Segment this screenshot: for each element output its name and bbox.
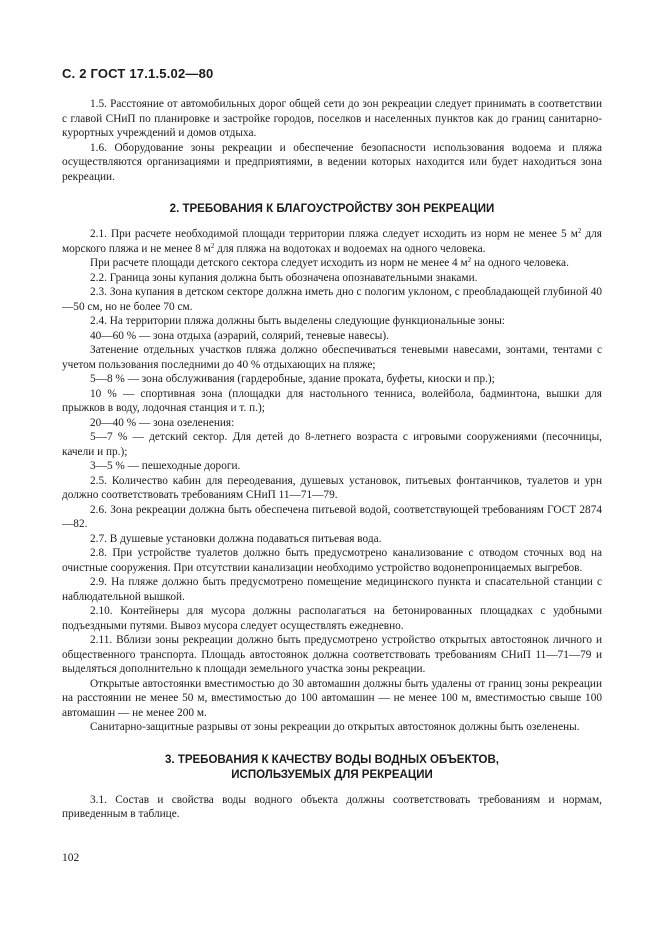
list-item-service-zone: 5—8 % — зона обслуживания (гардеробные, здание проката, буфеты, киоски и пр.); — [90, 373, 495, 385]
paragraph-2-9: 2.9. На пляже должно быть предусмотрено помещение медицинского пункта и спасательной станции с наблюдательной вышкой. — [62, 576, 602, 603]
list-item-children-sector: 5—7 % — детский сектор. Для детей до 8-летнего возраста с игровыми сооружениями (песочницы, качели и пр.); — [62, 431, 602, 458]
paragraph-sanitary-gaps: Санитарно-защитные разрывы от зоны рекреации до открытых автостоянок должны быть озеленены. — [90, 721, 580, 733]
paragraph-2-3: 2.3. Зона купания в детском секторе должна иметь дно с пологим уклоном, с преобладающей глубиной 40—50 см, но не более 70 см. — [62, 286, 602, 313]
paragraph-2-8: 2.8. При устройстве туалетов должно быть предусмотрено канализование с отводом сточных вод на очистные сооружения. При отсутствии канализации необходимо устройство водонепроницаемых выгребов. — [62, 547, 602, 574]
paragraph-2-4: 2.4. На территории пляжа должны быть выделены следующие функциональные зоны: — [90, 315, 505, 327]
paragraph-2-6: 2.6. Зона рекреации должна быть обеспечена питьевой водой, соответствующей требованиям ГОСТ 2874—82. — [62, 503, 602, 530]
document-body — [62, 97, 602, 822]
paragraph-2-10: 2.10. Контейнеры для мусора должны располагаться на бетонированных площадках с удобными подъездными путями. Вывоз мусора следует осуществлять ежедневно. — [62, 605, 602, 632]
paragraph-2-2: 2.2. Граница зоны купания должна быть обозначена опознавательными знаками. — [90, 271, 478, 284]
page-number: 102 — [62, 852, 80, 864]
section-3-title-line-1: 3. ТРЕБОВАНИЯ К КАЧЕСТВУ ВОДЫ ВОДНЫХ ОБЪЕКТОВ, — [165, 753, 499, 766]
paragraph-shading: Затенение отдельных участков пляжа должно обеспечиваться теневыми навесами, зонтами, тентами с учетом пользования последними до 40 % отдыхающих на пляже; — [62, 344, 602, 371]
paragraph-3-1: 3.1. Состав и свойства воды водного объекта должны соответствовать требованиям и нормам, приведенным в таблице. — [62, 793, 602, 820]
section-3-title-line-2: ИСПОЛЬЗУЕМЫХ ДЛЯ РЕКРЕАЦИИ — [231, 768, 433, 781]
paragraph-1-6: 1.6. Оборудование зоны рекреации и обеспечение безопасности использования водоема и пляжа осуществляются организациями и предприятиями, в ведении которых находится или будет находиться зона рекреации. — [62, 141, 602, 183]
paragraph-1-5: 1.5. Расстояние от автомобильных дорог общей сети до зон рекреации следует принимать в соответствии с главой СНиП по планировке и застройке городов, поселков и населенных пунктов как до границ санитарно-курортных учреждений и домов отдыха. — [62, 98, 602, 139]
paragraph-parking-distance: Открытые автостоянки вместимостью до 30 автомашин должны быть удалены от границ зоны рекреации на расстоянии не менее 50 м, вместимостью до 100 автомашин — не менее 100 м, вместимостью свыше 100 автомашин — не менее 200 м. — [62, 677, 602, 719]
list-item-sport-zone: 10 % — спортивная зона (площадки для настольного тенниса, волейбола, бадминтона, вышки для прыжков в воду, лодочная станция и т. п.); — [62, 387, 602, 414]
section-2-title: 2. ТРЕБОВАНИЯ К БЛАГОУСТРОЙСТВУ ЗОН РЕКРЕАЦИИ — [169, 203, 495, 215]
paragraph-2-1-children: При расчете площади детского сектора следует исходить из норм не менее 4 $м^2$ на одного человека. — [90, 256, 569, 269]
paragraph-2-1: 2.1. При расчете необходимой площади территории пляжа следует исходить из норм не менее 5 $м^2$ для морского пляжа и не менее 8 $м^2$ для пляжа на водотоках и водоемах на одного человека. — [62, 227, 602, 255]
paragraph-2-5: 2.5. Количество кабин для переодевания, душевых установок, питьевых фонтанчиков, туалетов и урн должно соответствовать требованиям СНиП 11—71—79. — [62, 474, 602, 501]
list-item-rest-zone: 40—60 % — зона отдыха (аэрарий, солярий, теневые навесы). — [90, 329, 389, 342]
running-header: С. 2 ГОСТ 17.1.5.02—80 — [62, 66, 214, 81]
section-3-title — [62, 753, 602, 783]
paragraph-2-7: 2.7. В душевые установки должна подаваться питьевая вода. — [90, 532, 382, 545]
list-item-green-zone: 20—40 % — зона озеленения: — [90, 416, 235, 429]
paragraph-2-11: 2.11. Вблизи зоны рекреации должно быть предусмотрено устройство открытых автостоянок личного и общественного транспорта. Площадь автостоянок должна соответствовать требованиям СНиП 11—71—79 и выделяться дополнительно к площади земельного участка зоны рекреации. — [62, 634, 602, 675]
list-item-walkways: 3—5 % — пешеходные дороги. — [90, 460, 241, 472]
